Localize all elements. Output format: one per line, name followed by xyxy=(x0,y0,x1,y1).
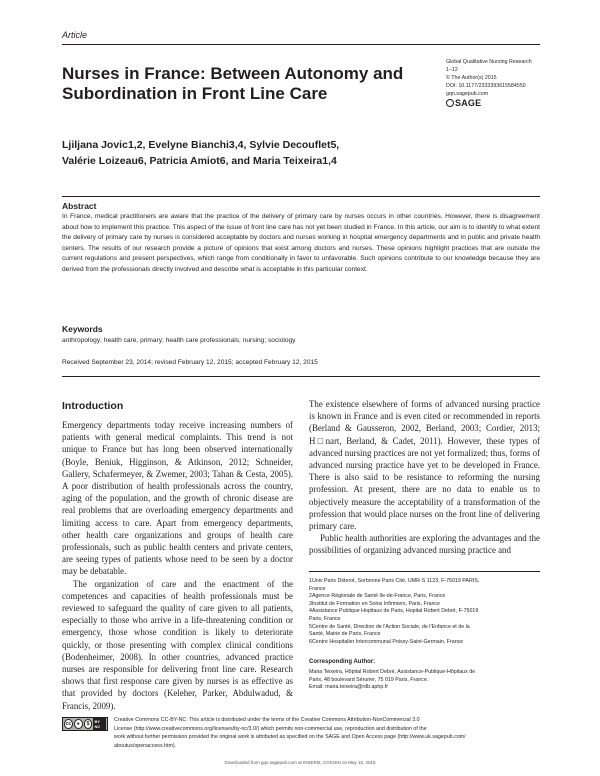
affiliation-line: 5Centre de Santé, Direction de l'Action Sociale, de l'Enfance et de la xyxy=(309,623,470,630)
sage-logo-icon xyxy=(446,99,454,107)
author-list xyxy=(62,137,462,169)
license-line: Creative Commons CC-BY-NC: This article is distributed under the terms of the Creative Commons Attribution-NonCommercial 3.0 xyxy=(114,717,420,723)
authors-line-2: Valérie Loizeau6, Patricia Amiot6, and Maria Teixeira1,4 xyxy=(62,155,337,167)
received-dates: Received September 23, 2014; revised February 12, 2015; accepted February 12, 2015 xyxy=(62,359,318,366)
license-text xyxy=(114,716,542,750)
intro-paragraph-3: The existence elsewhere of forms of advanced nursing practice is known in France and is even cited or recommended in reports (Berland & Gausseron, 2002, Berland, 2003; Cordier, 2013; H□nart, Berland, & Cadet, 2011). However, these types of advanced nursing practices are not yet formalized; thus, forms of advanced nursing practice have yet to be developed in France. There is also said to be resistance to reforming the nursing profession. At present, there are no data to enable us to objectively measure the acceptability of a transformation of the profession that would place nurses on the front line of delivering primary care. xyxy=(309,399,540,532)
affiliations-rule xyxy=(309,571,540,572)
authors-line-1: Ljiljana Jovic1,2, Evelyne Bianchi3,4, Sylvie Decouflet5, xyxy=(62,139,340,151)
nc-dollar-icon: $ xyxy=(84,719,93,729)
corresponding-author-heading: Corresponding Author: xyxy=(309,659,376,665)
abstract-text: In France, medical practitioners are aware that the practice of the delivery of primary care by nurses occurs in other countries. However, there is disagreement about how to implement this practice. This aspect of the issue of front line care has not yet been studied in France. In this article, our aim is to identify to what extent the delivery of primary care by nurses is considered acceptable by doctors and nurses working in hospital emergency departments and in public and private health centers. The results of our research provide a picture of opinions that exist among doctors and nurses. These opinions highlight practices that are outside the current regulations and present perspectives, which range from conditionally in favor to unfavorable. Such opinions contribute to our knowledge because they are derived from the professionals directly involved and describe what is acceptable in this particular context. xyxy=(62,213,540,273)
cc-badge-text: BY NC xyxy=(93,718,106,730)
by-person-icon: ● xyxy=(74,719,83,729)
journal-url-link[interactable]: gqn.sagepub.com xyxy=(446,91,489,97)
corresponding-author-details xyxy=(309,669,542,692)
keywords-text: anthropology; health care, primary; health care professionals; nursing; sociology xyxy=(62,337,296,344)
download-footer: Downloaded from gqn.sagepub.com at INSERM, COCHIN on May 15, 2015 xyxy=(224,760,376,765)
sage-logo xyxy=(446,98,481,108)
sage-logo-text: SAGE xyxy=(455,98,482,108)
introduction-heading: Introduction xyxy=(62,400,124,412)
corresponding-email-link[interactable]: Email: maria.teixeira@rdb.aphp.fr xyxy=(309,684,388,691)
left-column xyxy=(62,419,293,712)
abstract-heading: Abstract xyxy=(62,201,97,211)
corresponding-line: Paris, 48 boulevard Sérurier, 75 019 Paris, France. xyxy=(309,676,429,683)
keywords-heading: Keywords xyxy=(62,324,103,334)
affiliation-line: Paris, France xyxy=(309,615,341,622)
journal-name: Global Qualitative Nursing Research xyxy=(446,59,532,65)
doi-link[interactable]: DOI: 10.1177/2333393615584550 xyxy=(446,83,526,89)
affiliation-line: 3Institut de Formation en Soins Infirmiers, Paris, France xyxy=(309,600,441,607)
cc-icon: cc xyxy=(65,721,72,727)
affiliation-line: 2Agence Régionale de Santé Ile-de-France, Paris, France xyxy=(309,593,446,600)
license-line: work without further permission provided the original work is attributed as specified on the SAGE and Open Access page (http://www.uk.sagepub.com/ xyxy=(114,734,466,740)
title-line-1: Nurses in France: Between Autonomy and xyxy=(62,64,404,83)
right-column xyxy=(309,398,540,557)
paper-title xyxy=(62,64,422,104)
intro-paragraph-1: Emergency departments today receive increasing numbers of patients with general medical complaints. This trend is not unique to France but has long been observed internationally (Boyle, Beniuk, Higginson, & Atkinson, 2012; Schneider, Gallery, Schafermeyer, & Zwemer, 2003; Tahan & Cesta, 2005). A poor distribution of health professionals across the country, aging of the population, and the growth of chronic disease are real problems that are overloading emergency departments and limiting access to care. Apart from emergency departments, other health care organizations and groups of health care professionals, such as public health centers and private centers, are seeing types of patients whose need to be seen by a doctor may be debatable. xyxy=(62,420,293,577)
affiliations xyxy=(309,578,542,646)
header-bottom-rule xyxy=(62,376,540,377)
affiliation-line: 1Univ Paris Diderot, Sorbonne Paris Cité, UMR-S 1123, F-75019 PARIS, xyxy=(309,578,480,584)
intro-paragraph-2: The organization of care and the enactment of the competences and capacities of health professionals must be reviewed to safeguard the quality of care given to all patients, especially to those who arrive in a life-threatening condition or emergency, those whose condition is likely to deteriorate quickly, or those presenting with complex clinical conditions (Bodenheimer, 2008). In other countries, advanced practice nurses are responsible for delivering front line care. Research shows that first response care given by nurses is as effective as that provided by doctors (Keleher, Parker, Abdulwadud, & Francis, 2009). xyxy=(62,578,293,711)
affiliation-line: France xyxy=(309,585,326,592)
corresponding-line: Maria Teixeira, Hôpital Robert Debré, Assistance-Publique-Hôpitaux de xyxy=(309,669,476,675)
intro-paragraph-4: Public health authorities are exploring the advantages and the possibilities of organizing advanced nursing practice and xyxy=(309,533,540,556)
journal-meta xyxy=(446,58,556,98)
top-rule xyxy=(62,44,540,45)
abstract-rule xyxy=(62,196,540,197)
affiliation-line: Santé, Mairie de Paris, France xyxy=(309,631,381,638)
affiliation-line: 6Centre Hospitalier Intercommunal Poissy-Saint-Germain, France xyxy=(309,638,464,645)
article-type-label: Article xyxy=(62,30,88,40)
title-line-2: Subordination in Front Line Care xyxy=(62,84,328,103)
cc-license-badge[interactable] xyxy=(62,717,108,731)
page-range: 1–12 xyxy=(446,67,458,73)
copyright: © The Author(s) 2015 xyxy=(446,75,497,81)
affiliation-line: 4Assistance Publique Hopitaux de Paris, Hopital Robert Debré, F-75019 xyxy=(309,608,479,615)
license-line: License (http://www.creativecommons.org/licenses/by-nc/3.0/) which permits non-commercial use, reproduction and distribution of the xyxy=(114,725,427,732)
license-line: aboutus/openaccess.htm). xyxy=(114,742,177,749)
